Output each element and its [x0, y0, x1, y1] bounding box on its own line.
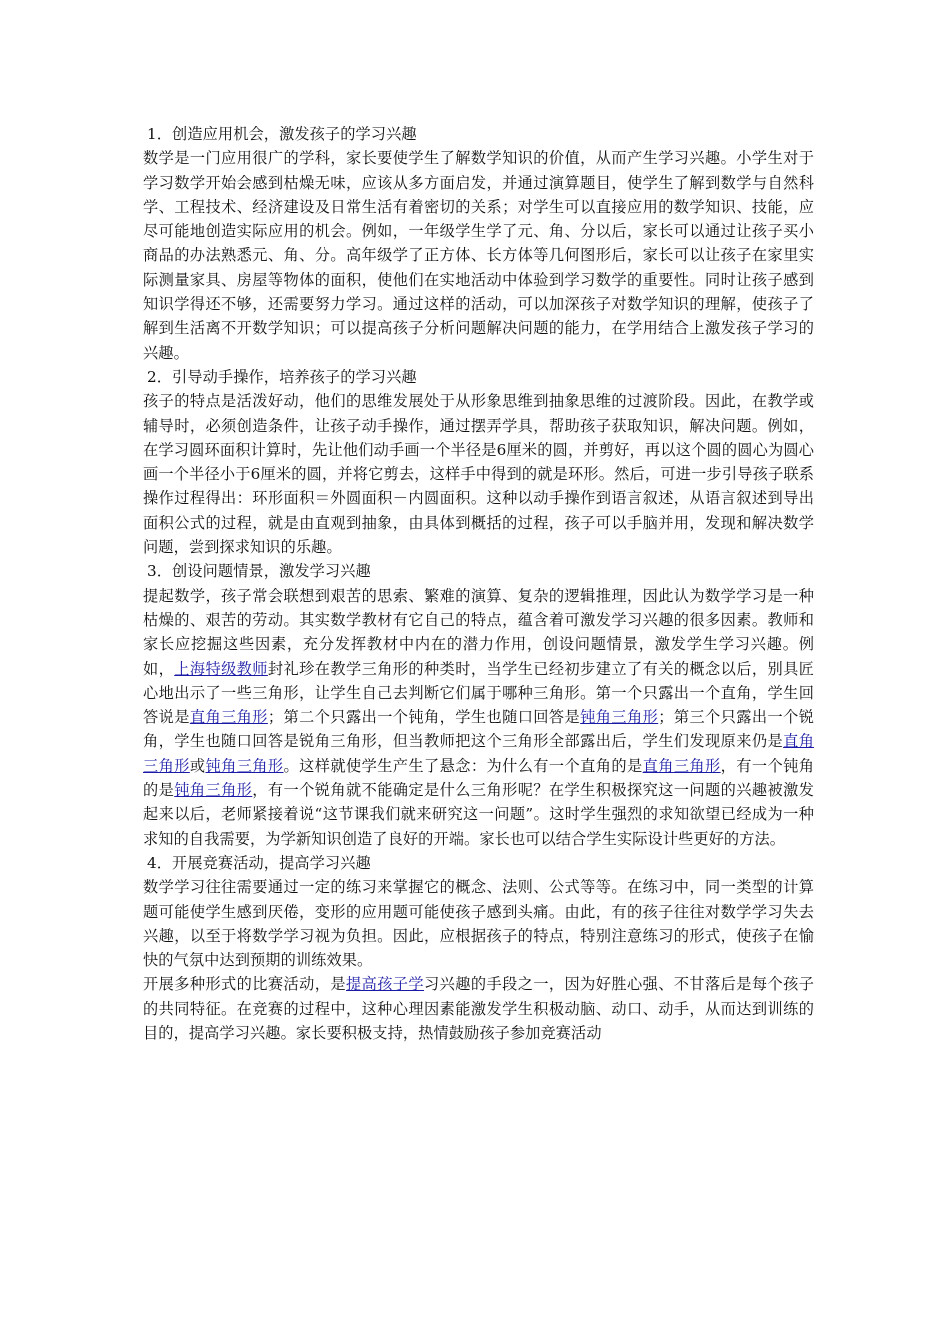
inline-link[interactable]: 直角三角形 [642, 756, 721, 775]
body-paragraph [143, 146, 814, 365]
text-run: ；第三个只露出一个锐角，学生也随口回答是锐角三角形，但当教师把这个三角形全部露出后，学生们发现原来仍是 [143, 708, 815, 751]
body-paragraph [143, 972, 814, 1045]
text-run: 或 [189, 756, 206, 775]
text-run: 。这样就使学生产生了悬念：为什么有一个直角的是 [283, 756, 643, 775]
text-run: 封礼珍在教学三角形的种类时，当学生已经初步建立了有关的概念以后，别具匠心地出示了一些三角形，让学生自己去判断它们属于哪种三角形。第一个只露出一个直角，学生回答说是 [143, 659, 814, 727]
inline-link[interactable]: 直角三角形 [143, 732, 814, 775]
document-body [143, 122, 814, 1045]
text-run: 数学是一门应用很广的学科，家长要使学生了解数学知识的价值，从而产生学习兴趣。小学生对于学习数学开始会感到枯燥无味，应该从多方面启发，并通过演算题目，使学生了解到数学与自然科学、工程技术、经济建设及日常生活有着密切的关系；对学生可以直接应用的数学知识、技能，应尽可能地创造实际应用的机会。例如，一年级学生学了元、角、分以后，家长可以通过让孩子买小商品的办法熟悉元、角、分。高年级学了正方体、长方体等几何图形后，家长可以让孩子在家里实际测量家具、房屋等物体的面积，使他们在实地活动中体验到学习数学的重要性。同时让孩子感到知识学得还不够，还需要努力学习。通过这样的活动，可以加深孩子对数学知识的理解，使孩子了解到生活离不开数学知识；可以提高孩子分析问题解决问题的能力，在学用结合上激发孩子学习的兴趣。 [143, 149, 814, 362]
text-run: 习兴趣的手段之一，因为好胜心强、不甘落后是每个孩子的共同特征。在竞赛的过程中，这种心理因素能激发学生积极动脑、动口、动手，从而达到训练的目的，提高学习兴趣。家长要积极支持，热情鼓励孩子参加竞赛活动 [143, 975, 815, 1042]
inline-link[interactable]: 上海特级教师 [174, 659, 268, 678]
inline-link[interactable]: 直角三角形 [189, 708, 268, 727]
text-run: 提起数学，孩子常会联想到艰苦的思索、繁难的演算、复杂的逻辑推理，因此认为数学学习是一种枯燥的、艰苦的劳动。其实数学教材有它自己的特点，蕴含着可激发学习兴趣的很多因素。教师和家长应挖掘这些因素，充分发挥教材中内在的潜力作用，创设问题情景，激发学生学习兴趣。例如， [143, 586, 814, 678]
section-heading: 4．开展竞赛活动，提高学习兴趣 [147, 853, 371, 872]
inline-link[interactable]: 钝角三角形 [205, 756, 284, 775]
text-run: 孩子的特点是活泼好动，他们的思维发展处于从形象思维到抽象思维的过渡阶段。因此，在教学或辅导时，必须创造条件，让孩子动手操作，通过摆弄学具，帮助孩子获取知识，解决问题。例如，在学习圆环面积计算时，先让他们动手画一个半径是6厘米的圆，并剪好，再以这个圆的圆心为圆心画一个半径小于6厘米的圆，并将它剪去，这样手中得到的就是环形。然后，可进一步引导孩子联系操作过程得出：环形面积＝外圆面积－内圆面积。这种以动手操作到语言叙述，从语言叙述到导出面积公式的过程，就是由直观到抽象，由具体到概括的过程，孩子可以手脑并用，发现和解决数学问题，尝到探求知识的乐趣。 [143, 392, 814, 557]
text-run: ；第二个只露出一个钝角，学生也随口回答是 [267, 708, 581, 727]
body-paragraph [143, 584, 814, 851]
section-heading: 1．创造应用机会，激发孩子的学习兴趣 [147, 125, 417, 143]
body-paragraph [143, 389, 814, 559]
text-run: ，有一个锐角就不能确定是什么三角形呢？在学生积极探究这一问题的兴趣被激发起来以后，老师紧接着说“这节课我们就来研究这一问题”。这时学生强烈的求知欲望已经成为一种求知的自我需要，为学新知识创造了良好的开端。家长也可以结合学生实际设计些更好的方法。 [143, 781, 815, 848]
inline-link[interactable]: 钝角三角形 [174, 781, 253, 800]
inline-link[interactable]: 提高孩子学 [345, 975, 425, 994]
inline-link[interactable]: 钝角三角形 [580, 708, 659, 727]
text-run: ，有一个钝角的是 [143, 756, 814, 800]
text-run: 数学学习往往需要通过一定的练习来掌握它的概念、法则、公式等等。在练习中，同一类型的计算题可能使学生感到厌倦，变形的应用题可能使孩子感到头痛。由此，有的孩子往往对数学学习失去兴趣，以至于将数学学习视为负担。因此，应根据孩子的特点，特别注意练习的形式，使孩子在愉快的气氛中达到预期的训练效果。 [143, 878, 814, 970]
body-paragraph [143, 875, 814, 972]
section-heading: 2．引导动手操作，培养孩子的学习兴趣 [147, 367, 417, 386]
text-run: 开展多种形式的比赛活动，是 [143, 975, 346, 994]
section-heading: 3．创设问题情景，激发学习兴趣 [147, 562, 371, 581]
